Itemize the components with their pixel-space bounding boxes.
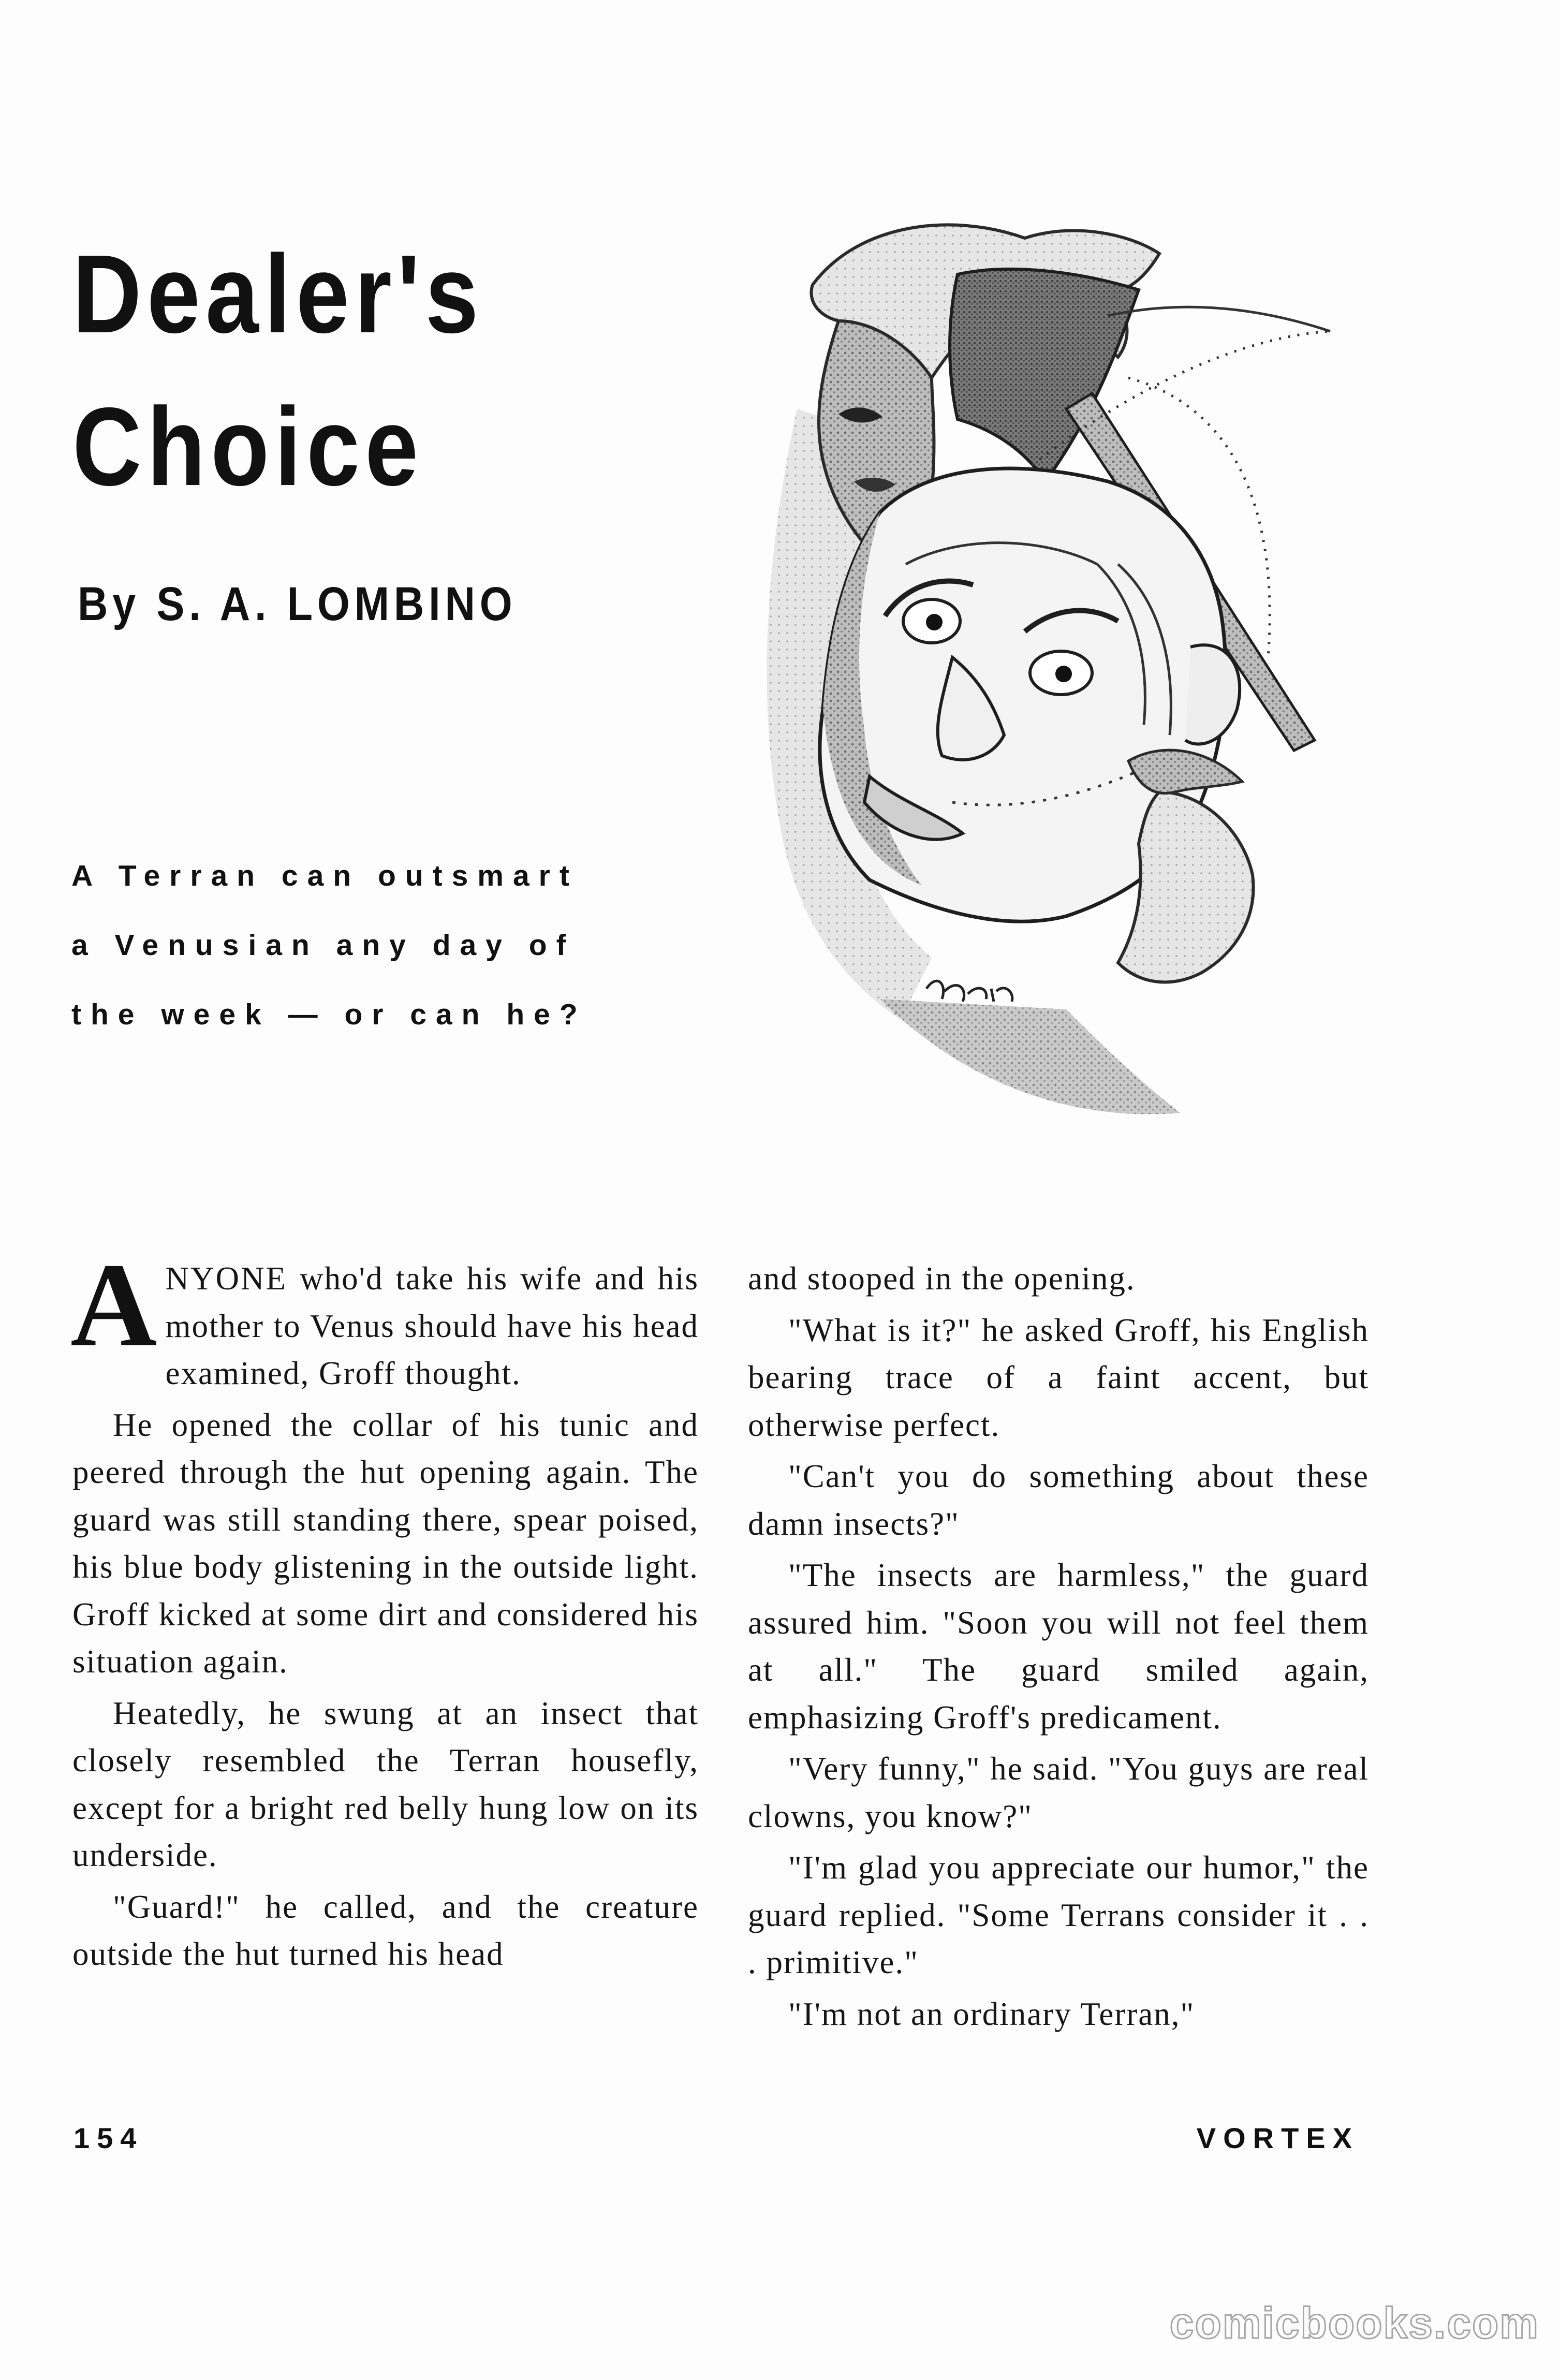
paragraph-10: "I'm glad you appreciate our humor," the guard replied. "Some Terrans consider it . . . primitive." xyxy=(748,1849,1369,1980)
teaser-line-3: the week — or can he? xyxy=(71,998,587,1031)
paragraph-9: "Very funny," he said. "You guys are real clowns, you know?" xyxy=(748,1751,1369,1834)
paragraph-8: "The insects are harmless," the guard assured him. "Soon you will not feel them at all." The guard smiled again, emphasizing Groff's predicament. xyxy=(748,1557,1369,1736)
paragraph-1-text: who'd take his wife and his mother to Venus should have his head examined, Groff thought. xyxy=(165,1260,699,1391)
paragraph-7: "Can't you do something about these damn insects?" xyxy=(748,1458,1369,1542)
story-title xyxy=(72,217,607,523)
byline: By S. A. LOMBINO xyxy=(78,578,517,630)
paragraph-3: Heatedly, he swung at an insect that closely resembled the Terran housefly, except for a bright red belly hung low on its underside. xyxy=(72,1695,699,1873)
page-number: 154 xyxy=(73,2122,144,2154)
paragraph-4: "Guard!" he called, and the creature outside the hut turned his head xyxy=(72,1888,699,1972)
title-line-2: Choice xyxy=(72,384,424,509)
artist-signature xyxy=(926,981,1012,1002)
shading-bottom xyxy=(880,999,1180,1114)
man-pupil-left xyxy=(926,614,943,630)
teaser-line-2: a Venusian any day of xyxy=(71,929,576,962)
man-ear xyxy=(1185,645,1240,744)
paragraph-2: He opened the collar of his tunic and peered through the hut opening again. The guard was still standing there, spear poised, his blue body glistening in the outside light. Groff kicked at some dirt and considered his situation again. xyxy=(72,1406,699,1680)
magazine-name: VORTEX xyxy=(1196,2122,1359,2154)
watermark: comicbooks.com xyxy=(1169,2299,1539,2347)
body-column-left xyxy=(70,1239,699,1982)
paragraph-6: "What is it?" he asked Groff, his English bearing trace of a faint accent, but otherwise perfect. xyxy=(748,1312,1369,1443)
paragraph-1 xyxy=(70,1239,699,1398)
drop-cap: A xyxy=(70,1239,158,1372)
paragraph-5: and stooped in the opening. xyxy=(748,1260,1136,1297)
teaser-line-1: A Terran can outsmart xyxy=(71,859,579,892)
lead-caps: NYONE xyxy=(165,1260,288,1297)
body-column-right xyxy=(748,1255,1369,2042)
small-face-hair xyxy=(1128,750,1242,793)
story-illustration xyxy=(735,192,1372,1139)
man-pupil-right xyxy=(1055,666,1072,682)
title-line-1: Dealer's xyxy=(72,231,484,356)
paragraph-11: "I'm not an ordinary Terran," xyxy=(788,1995,1195,2032)
swoosh-line xyxy=(1108,307,1330,331)
teaser xyxy=(71,841,587,1049)
